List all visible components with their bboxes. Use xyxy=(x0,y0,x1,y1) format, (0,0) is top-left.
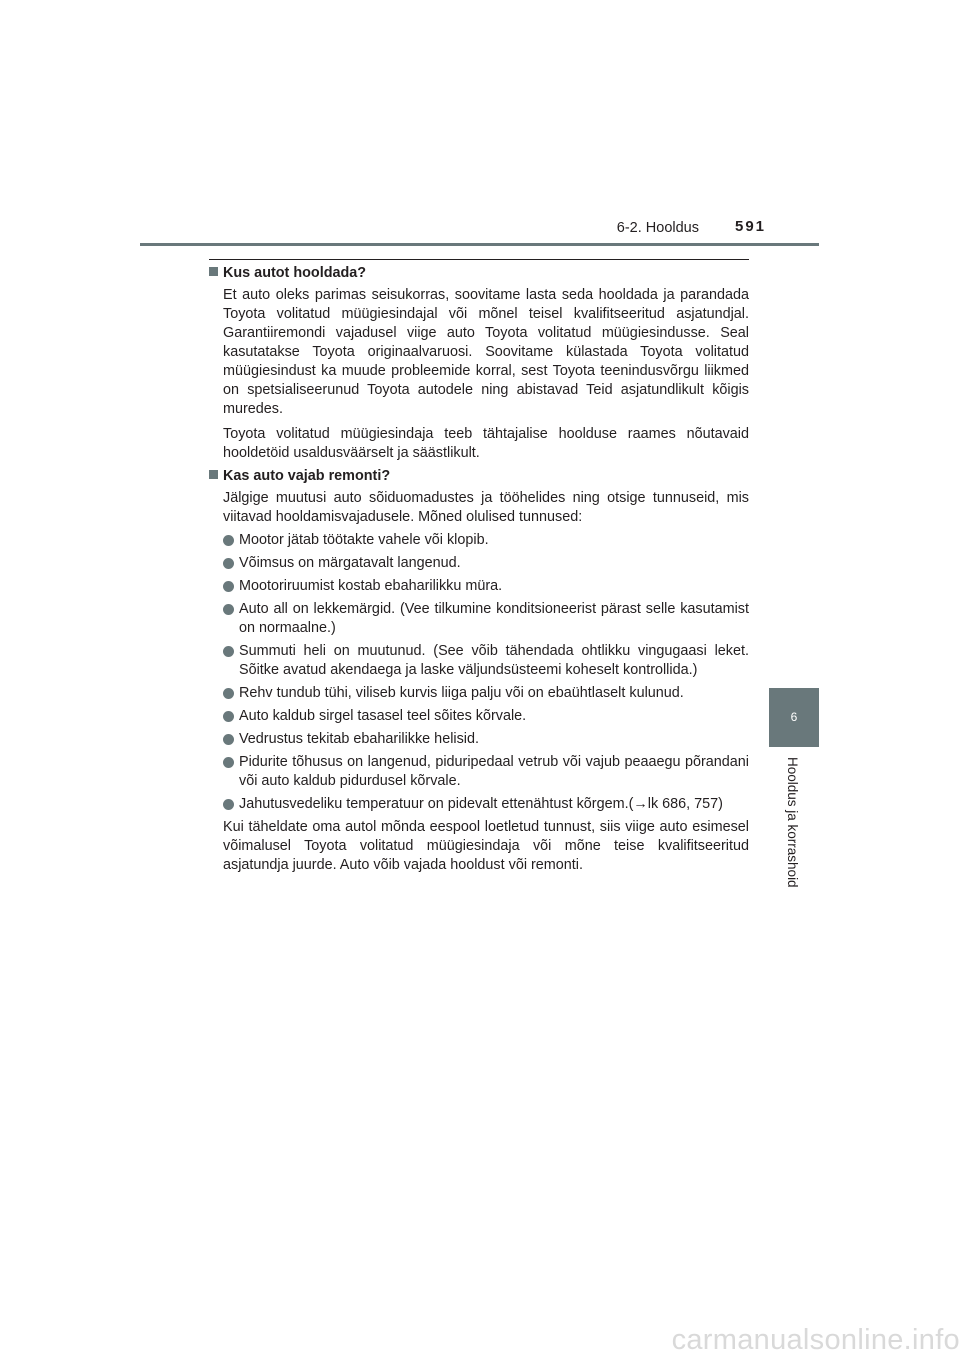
circle-bullet-icon xyxy=(223,604,234,615)
circle-bullet-icon xyxy=(223,688,234,699)
section-heading-text: Kas auto vajab remonti? xyxy=(223,468,391,484)
list-item xyxy=(223,642,749,680)
circle-bullet-icon xyxy=(223,757,234,768)
paragraph: Et auto oleks parimas seisukorras, soovitame lasta seda hooldada ja parandada Toyota volitatud müügiesindajal või mõnel teisel kvalifitseeritud asjatundjal. Garantiiremondi vajadusel viige auto Toyota volitatud müügiesindusse. Seal kasutatakse Toyota originaalvaruosi. Soovitame külastada Toyota volitatud müügiesindust ka muude probleemide korral, sest Toyota teenindusvõrgu liikmed on spetsialiseerunud Toyota autodele ning abistavad Teid asjatundlikult kõigis muredes. xyxy=(223,287,749,417)
header-rule xyxy=(140,243,819,246)
list-item-text: Auto kaldub sirgel tasasel teel sõites kõrvale. xyxy=(239,708,527,724)
list-item xyxy=(223,730,749,749)
symptom-list xyxy=(223,531,749,814)
circle-bullet-icon xyxy=(223,646,234,657)
list-item xyxy=(223,795,749,814)
paragraph: Toyota volitatud müügiesindaja teeb tähtajalise hoolduse raames nõutavaid hooldetöid usaldusväärselt ja säästlikult. xyxy=(223,426,749,461)
list-item-text: Vedrustus tekitab ebaharilikke helisid. xyxy=(239,731,479,747)
section-needs-repair xyxy=(209,467,749,875)
list-item xyxy=(223,707,749,726)
square-bullet-icon xyxy=(209,267,218,276)
chapter-number: 6 xyxy=(790,710,798,724)
list-item-text: Auto all on lekkemärgid. (Vee tilkumine konditsioneerist pärast selle kasutamist on normaalne.) xyxy=(239,601,749,636)
section-label: 6-2. Hooldus xyxy=(616,220,699,236)
list-item xyxy=(223,577,749,596)
list-item-text: Võimsus on märgatavalt langenud. xyxy=(239,555,461,571)
square-bullet-icon xyxy=(209,470,218,479)
list-item xyxy=(223,684,749,703)
chapter-title: Hooldus ja korrashoid xyxy=(785,757,800,888)
list-item xyxy=(223,600,749,638)
page-content xyxy=(209,264,749,875)
page-header xyxy=(0,0,960,250)
list-item-text: Mootoriruumist kostab ebaharilikku müra. xyxy=(239,578,503,594)
circle-bullet-icon xyxy=(223,558,234,569)
chapter-tab xyxy=(769,688,819,747)
content-rule xyxy=(209,259,749,260)
circle-bullet-icon xyxy=(223,711,234,722)
paragraph: Jälgige muutusi auto sõiduomadustes ja tööhelides ning otsige tunnuseid, mis viitavad hooldamisvajadusele. Mõned olulised tunnused: xyxy=(223,490,749,525)
page-number: 591 xyxy=(735,218,767,235)
section-where-to-service xyxy=(209,264,749,463)
list-item-text: Jahutusvedeliku temperatuur on pidevalt ettenähtust kõrgem.(→lk 686, 757) xyxy=(239,796,723,812)
list-item-text: Mootor jätab töötakte vahele või klopib. xyxy=(239,532,489,548)
list-item-text: Rehv tundub tühi, viliseb kurvis liiga palju või on ebaühtlaselt kulunud. xyxy=(239,685,684,701)
watermark: carmanualsonline.info xyxy=(671,1324,960,1356)
closing-paragraph: Kui täheldate oma autol mõnda eespool loetletud tunnust, siis viige auto esimesel võimalusel Toyota volitatud müügiesindaja või mõne teise kvalifitseeritud asjatundja juurde. Auto võib vajada hooldust või remonti. xyxy=(223,819,749,873)
list-item-text: Pidurite tõhusus on langenud, piduripedaal vetrub või vajub peaaegu põrandani või auto kaldub pidurdusel kõrvale. xyxy=(239,754,749,789)
list-item xyxy=(223,753,749,791)
circle-bullet-icon xyxy=(223,734,234,745)
section-heading xyxy=(209,264,749,283)
circle-bullet-icon xyxy=(223,535,234,546)
list-item-text: Summuti heli on muutunud. (See võib tähendada ohtlikku vingugaasi leket. Sõitke avatud akendaega ja laske väljundsüsteemi koheselt kontrollida.) xyxy=(239,643,749,678)
section-heading-text: Kus autot hooldada? xyxy=(223,265,367,281)
list-item xyxy=(223,554,749,573)
section-heading xyxy=(209,467,749,486)
circle-bullet-icon xyxy=(223,581,234,592)
circle-bullet-icon xyxy=(223,799,234,810)
list-item xyxy=(223,531,749,550)
